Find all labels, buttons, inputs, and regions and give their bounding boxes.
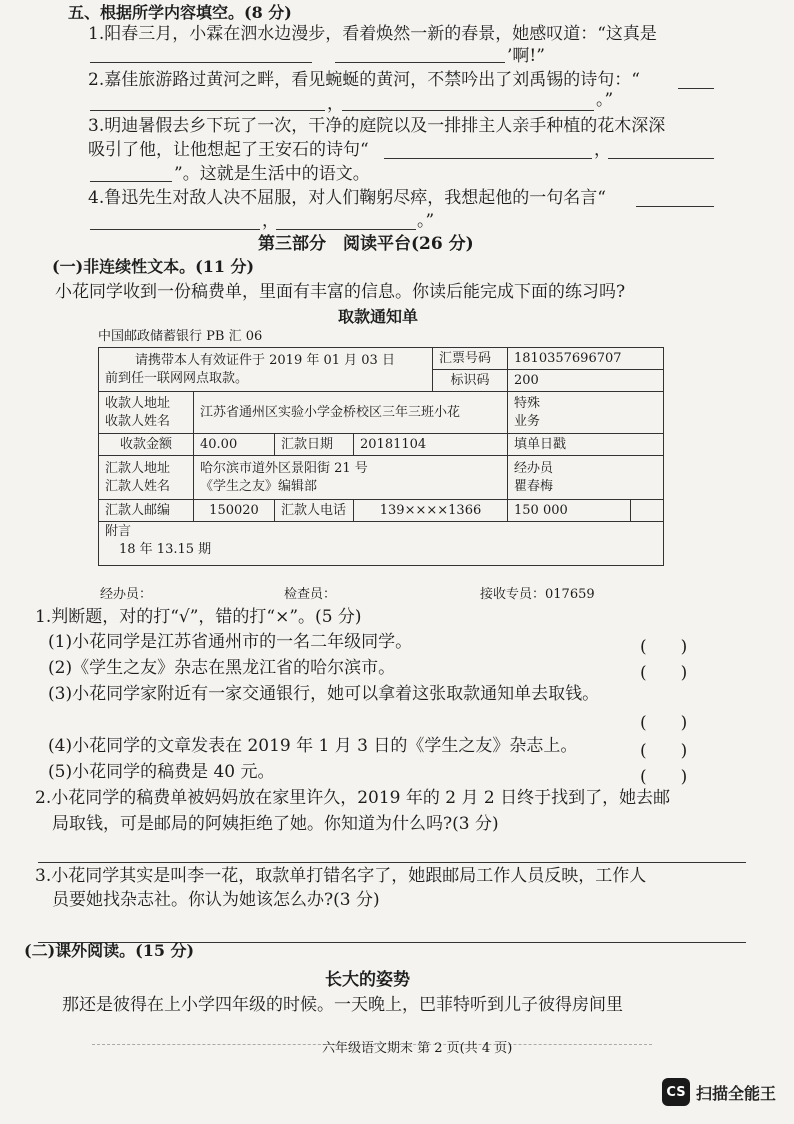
q5-3-line2: 吸引了他，让他想起了王安石的诗句“: [88, 140, 369, 160]
q5-2-line1: 2.嘉佳旅游路过黄河之畔，看见蜿蜒的黄河，不禁吟出了刘禹锡的诗句：“: [88, 70, 640, 90]
q1-item-5: (5)小花同学的稿费是 40 元。: [48, 762, 275, 782]
note-cell: [99, 522, 664, 566]
page-footer: 六年级语文期末 第 2 页(共 4 页): [322, 1041, 513, 1056]
id-code: 200: [508, 370, 664, 392]
special-label2: 业务: [514, 413, 541, 429]
payer-phone: 139××××1366: [354, 500, 508, 522]
payer-zip: 150020: [194, 500, 275, 522]
part3-title: 第三部分 阅读平台(26 分): [258, 234, 474, 254]
q1-item-2: (2)《学生之友》杂志在黑龙江省的哈尔滨市。: [48, 658, 396, 678]
id-code-label: 标识码: [432, 370, 507, 392]
q5-4-line1: 4.鲁迅先生对敌人决不屈服，对人们鞠躬尽瘁，我想起他的一句名言“: [88, 188, 606, 208]
payee-name-label: 收款人姓名: [105, 413, 171, 429]
payer-addr: 哈尔滨市道外区景阳街 21 号: [200, 460, 368, 476]
q2-line1: 2.小花同学的稿费单被妈妈放在家里许久，2019 年的 2 月 2 日终于找到了，她去邮: [35, 788, 671, 808]
q1-item-3: (3)小花同学家附近有一家交通银行，她可以拿着这张取款通知单去取钱。: [48, 684, 600, 704]
answer-blank: [678, 88, 714, 89]
story-line1: 那还是彼得在上小学四年级的时候。一天晚上，巴菲特听到儿子彼得房间里: [62, 995, 623, 1015]
q5-1-line1: 1.阳春三月，小霖在泗水边漫步，看着焕然一新的春景，她感叹道：“这真是: [88, 24, 657, 44]
answer-blank: [384, 158, 592, 159]
story-title: 长大的姿势: [325, 970, 410, 990]
answer-blank: [276, 229, 416, 230]
special-label1: 特殊: [514, 395, 541, 411]
date: 20181104: [354, 434, 508, 456]
payer-name: 《学生之友》编辑部: [200, 478, 318, 494]
payer-name-label: 汇款人姓名: [105, 478, 171, 494]
note: 18 年 13.15 期: [119, 542, 212, 557]
q2-line2: 局取钱，可是邮局的阿姨拒绝了她。你知道为什么吗?(3 分): [52, 814, 499, 834]
q3-line1: 3.小花同学其实是叫李一花，取款单打错名字了，她跟邮局工作人员反映，工作人: [35, 866, 647, 886]
part3-sub2: (二)课外阅读。(15 分): [24, 941, 195, 960]
date-label: 汇款日期: [275, 434, 354, 456]
answer-paren[interactable]: ( ): [640, 637, 688, 657]
handler-label: 经办员: [514, 460, 554, 476]
payer-addr-label: 汇款人地址: [105, 460, 171, 476]
zip2: 150 000: [508, 500, 631, 522]
payer-labels: [99, 456, 194, 500]
amount: 40.00: [194, 434, 275, 456]
handler: [508, 456, 664, 500]
answer-blank: [342, 110, 594, 111]
scanner-watermark: [662, 1078, 776, 1106]
payer-values: [194, 456, 508, 500]
q1-title: 1.判断题，对的打“√”，错的打“×”。(5 分): [35, 607, 362, 627]
part3-sub1: (一)非连续性文本。(11 分): [52, 257, 255, 276]
answer-blank: [636, 206, 714, 207]
answer-blank: [335, 62, 505, 63]
answer-blank: [90, 181, 172, 182]
q1-item-1: (1)小花同学是江苏省通州市的一名二年级同学。: [48, 632, 413, 652]
answer-paren[interactable]: ( ): [640, 741, 688, 761]
answer-paren[interactable]: ( ): [640, 663, 688, 683]
special-business: [508, 392, 664, 434]
q5-3-tail: ”。这就是生活中的语文。: [174, 164, 370, 184]
answer-blank: [90, 110, 325, 111]
comma: ，: [327, 94, 344, 114]
scanner-name: 扫描全能王: [695, 1083, 776, 1103]
payer-phone-label: 汇款人电话: [275, 500, 354, 522]
answer-paren[interactable]: ( ): [640, 713, 688, 733]
comma: ，: [594, 140, 611, 160]
note-label: 附言: [105, 524, 132, 539]
remit-no-label: 汇票号码: [432, 348, 507, 370]
q5-3-line1: 3.明迪暑假去乡下玩了一次，干净的庭院以及一排排主人亲手种植的花木深深: [88, 116, 666, 136]
fill-date: 填单日戳: [508, 434, 664, 456]
handler-name: 瞿春梅: [514, 478, 554, 494]
payee-value: 江苏省通州区实验小学金桥校区三年三班小花: [194, 392, 508, 434]
q1-item-4: (4)小花同学的文章发表在 2019 年 1 月 3 日的《学生之友》杂志上。: [48, 736, 578, 756]
section5-title: 五、根据所学内容填空。(8 分): [68, 3, 292, 22]
slip-notice: [99, 348, 433, 392]
payer-zip-label: 汇款人邮编: [99, 500, 194, 522]
remit-no: 1810357696707: [508, 348, 664, 370]
scanner-logo-icon: CS: [662, 1078, 690, 1106]
q5-4-end: 。”: [417, 211, 435, 231]
q5-2-end: 。”: [596, 90, 614, 110]
slip-title: 取款通知单: [338, 307, 419, 326]
empty-cell: [631, 500, 664, 522]
slip-bank: 中国邮政储蓄银行 PB 汇 06: [98, 329, 263, 344]
part3-intro: 小花同学收到一份稿费单，里面有丰富的信息。你读后能完成下面的练习吗?: [55, 282, 626, 302]
payee-addr-label: 收款人地址: [105, 395, 171, 411]
withdrawal-slip: [98, 347, 664, 566]
answer-blank: [608, 158, 714, 159]
q3-line2: 员要她找杂志社。你认为她该怎么办?(3 分): [52, 890, 380, 910]
notice-line1: 请携带本人有效证件于 2019 年 01 月 03 日: [135, 352, 395, 368]
footer-checker: 检查员：: [284, 587, 337, 602]
q5-1-end: ’啊!”: [507, 46, 545, 66]
answer-blank: [90, 62, 312, 63]
answer-line[interactable]: [38, 862, 746, 863]
payee-labels: [99, 392, 194, 434]
notice-line2: 前到任一联网网点取款。: [105, 370, 249, 386]
answer-blank: [90, 229, 260, 230]
footer-handler: 经办员：: [100, 587, 153, 602]
answer-paren[interactable]: ( ): [640, 767, 688, 787]
comma: ，: [262, 211, 279, 231]
amount-label: 收款金额: [99, 434, 194, 456]
footer-receiver: 接收专员：017659: [480, 587, 595, 602]
